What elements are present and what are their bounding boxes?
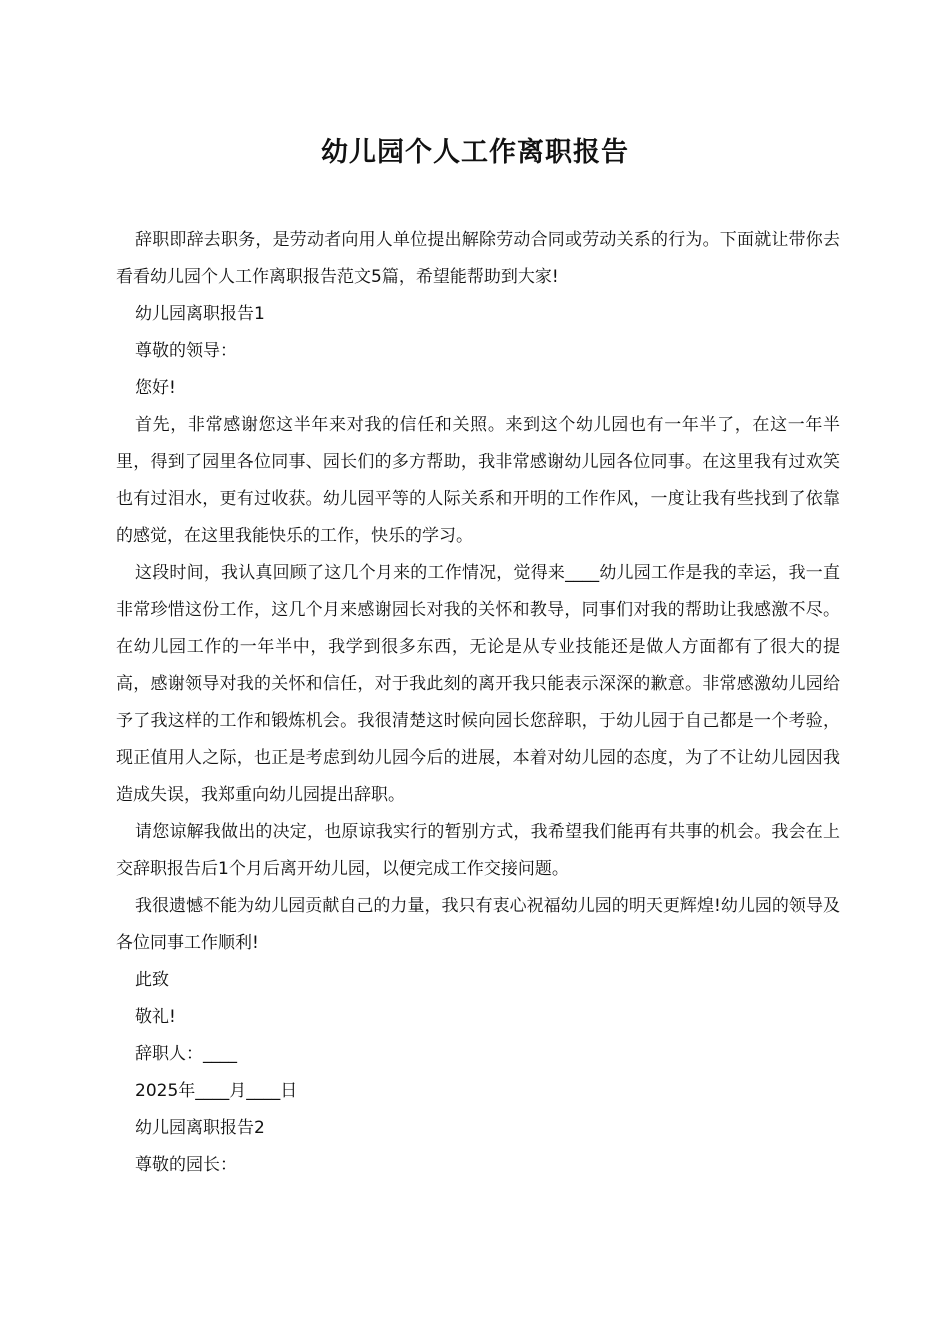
signature-line: 辞职人：____ (135, 1044, 237, 1064)
body-paragraph: 我很遗憾不能为幼儿园贡献自己的力量，我只有衷心祝福幼儿园的明天更辉煌!幼儿园的领导及各位同事工作顺利! (116, 896, 840, 953)
greeting: 您好! (135, 378, 176, 398)
intro-paragraph: 辞职即辞去职务，是劳动者向用人单位提出解除劳动合同或劳动关系的行为。下面就让带你去看看幼儿园个人工作离职报告范文5篇，希望能帮助到大家! (116, 230, 840, 287)
salutation: 尊敬的领导： (135, 341, 237, 361)
section-heading: 幼儿园离职报告2 (135, 1118, 265, 1138)
document-body (116, 222, 840, 1184)
closing-regards: 敬礼! (135, 1007, 176, 1027)
salutation: 尊敬的园长： (135, 1155, 237, 1175)
date-line: 2025年____月____日 (135, 1081, 298, 1101)
body-paragraph: 请您谅解我做出的决定，也原谅我实行的暂别方式，我希望我们能再有共事的机会。我会在上交辞职报告后1个月后离开幼儿园，以便完成工作交接问题。 (116, 822, 840, 879)
body-paragraph: 首先，非常感谢您这半年来对我的信任和关照。来到这个幼儿园也有一年半了，在这一年半里，得到了园里各位同事、园长们的多方帮助，我非常感谢幼儿园各位同事。在这里我有过欢笑也有过泪水，更有过收获。幼儿园平等的人际关系和开明的工作作风，一度让我有些找到了依靠的感觉，在这里我能快乐的工作，快乐的学习。 (116, 415, 840, 546)
closing-line: 此致 (135, 970, 169, 990)
body-paragraph: 这段时间，我认真回顾了这几个月来的工作情况，觉得来____幼儿园工作是我的幸运，我一直非常珍惜这份工作，这几个月来感谢园长对我的关怀和教导，同事们对我的帮助让我感激不尽。在幼儿园工作的一年半中，我学到很多东西，无论是从专业技能还是做人方面都有了很大的提高，感谢领导对我的关怀和信任，对于我此刻的离开我只能表示深深的歉意。非常感激幼儿园给予了我这样的工作和锻炼机会。我很清楚这时候向园长您辞职，于幼儿园于自己都是一个考验，现正值用人之际，也正是考虑到幼儿园今后的进展，本着对幼儿园的态度，为了不让幼儿园因我造成失误，我郑重向幼儿园提出辞职。 (116, 563, 840, 805)
document-title: 幼儿园个人工作离职报告 (321, 137, 629, 168)
section-heading: 幼儿园离职报告1 (135, 304, 265, 324)
